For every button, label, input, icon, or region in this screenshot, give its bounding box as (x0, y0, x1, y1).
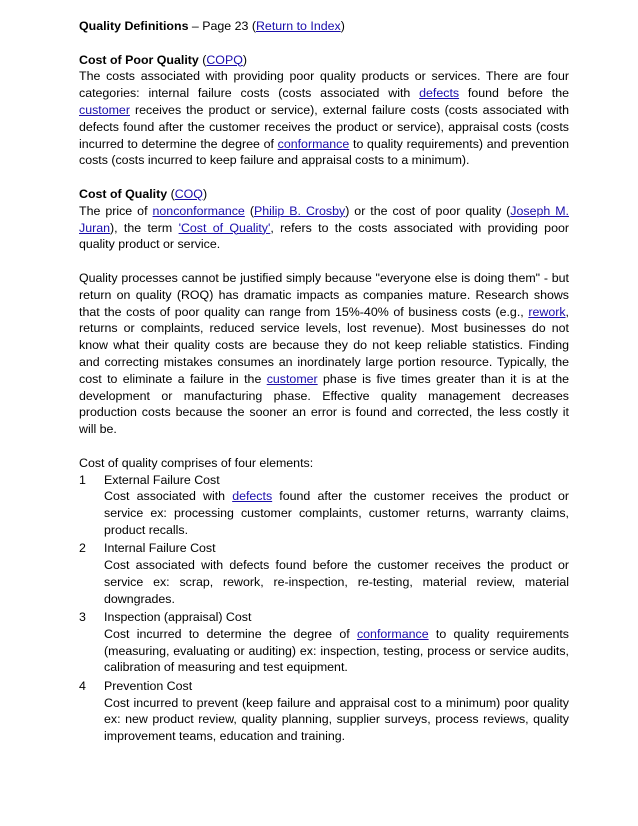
list-item-title: Inspection (appraisal) Cost (104, 610, 252, 625)
copq-definition: The costs associated with providing poor quality products or services. There are four categories: internal failure costs (costs associated with defects found before the customer receives the product or service), external failure costs (costs associated with defects found after the customer receives the product or service), appraisal costs (costs incurred to determine the degree of conformance to quality requirements) and prevention costs (costs incurred to keep failure and appraisal costs to a minimum). (79, 69, 569, 168)
list-item-title: Prevention Cost (104, 678, 193, 693)
conformance-link-2[interactable]: conformance (356, 626, 429, 641)
list-item-description: Cost associated with defects found after the customer receives the product or service ex: processing customer complaints, customer returns, warranty claims, product recalls. (104, 489, 569, 537)
conformance-link[interactable]: conformance (277, 136, 350, 151)
list-item-title: Internal Failure Cost (104, 541, 216, 556)
list-item-description: Cost incurred to determine the degree of conformance to quality requirements (measuring, evaluating or auditing) ex: inspection, testing, process or service audits, calibration of measuring and test equipment. (104, 626, 569, 675)
cost-elements-list (79, 472, 569, 746)
list-item-title: External Failure Cost (104, 472, 220, 487)
document-page (79, 18, 569, 745)
rework-link[interactable]: rework (528, 304, 566, 319)
list-number: 3 (79, 610, 86, 625)
coq-definition: The price of nonconformance (Philip B. Crosby) or the cost of poor quality (Joseph M. Juran), the term 'Cost of Quality', refers to the costs associated with providing poor quality product or service. (79, 203, 569, 252)
list-item (79, 472, 569, 539)
cost-of-quality-link[interactable]: 'Cost of Quality' (178, 220, 271, 235)
list-item-description: Cost associated with defects found before the customer receives the product or service ex: scrap, rework, re-inspection, re-testing, material review, material downgrades. (104, 558, 569, 606)
list-number: 2 (79, 541, 86, 556)
list-item (79, 678, 569, 745)
elements-intro: Cost of quality comprises of four elements: (79, 455, 314, 470)
roq-paragraph: Quality processes cannot be justified simply because "everyone else is doing them" - but return on quality (ROQ) has dramatic impacts as companies mature. Research shows that the costs of poor quality can range from 15%-40% of business costs (e.g., rework, returns or complaints, reduced service levels, lost revenue). Most businesses do not know what their quality costs are because they do not keep reliable statistics. Finding and correcting mistakes consumes an inordinately large portion resource. Typically, the cost to eliminate a failure in the customer phase is five times greater than it is at the development or manufacturing phase. Effective quality management decreases production costs because the sooner an error is found and corrected, the less costly it will be. (79, 270, 569, 437)
coq-link[interactable]: COQ (174, 186, 203, 201)
coq-heading: Cost of Quality (COQ) (79, 186, 208, 201)
list-number: 1 (79, 472, 86, 487)
copq-link[interactable]: COPQ (206, 52, 243, 67)
customer-link[interactable]: customer (79, 102, 130, 117)
return-to-index-link[interactable]: Return to Index (255, 19, 341, 33)
defects-link[interactable]: defects (419, 86, 460, 101)
joseph-juran-link[interactable]: Joseph M. Juran (79, 203, 569, 235)
list-number: 4 (79, 678, 86, 693)
list-item-description: Cost incurred to prevent (keep failure and appraisal cost to a minimum) poor quality ex: new product review, quality planning, supplier surveys, process reviews, quality improvement teams, education and training. (104, 695, 569, 744)
copq-heading: Cost of Poor Quality (COPQ) (79, 52, 247, 67)
defects-link-2[interactable]: defects (232, 489, 273, 504)
header-title: Quality Definitions (79, 19, 189, 33)
philip-crosby-link[interactable]: Philip B. Crosby (253, 203, 346, 218)
page-header: Quality Definitions – Page 23 (Return to Index) (79, 19, 345, 33)
list-item (79, 609, 569, 676)
nonconformance-link[interactable]: nonconformance (152, 203, 245, 218)
customer-link-2[interactable]: customer (266, 371, 318, 386)
list-item (79, 540, 569, 607)
